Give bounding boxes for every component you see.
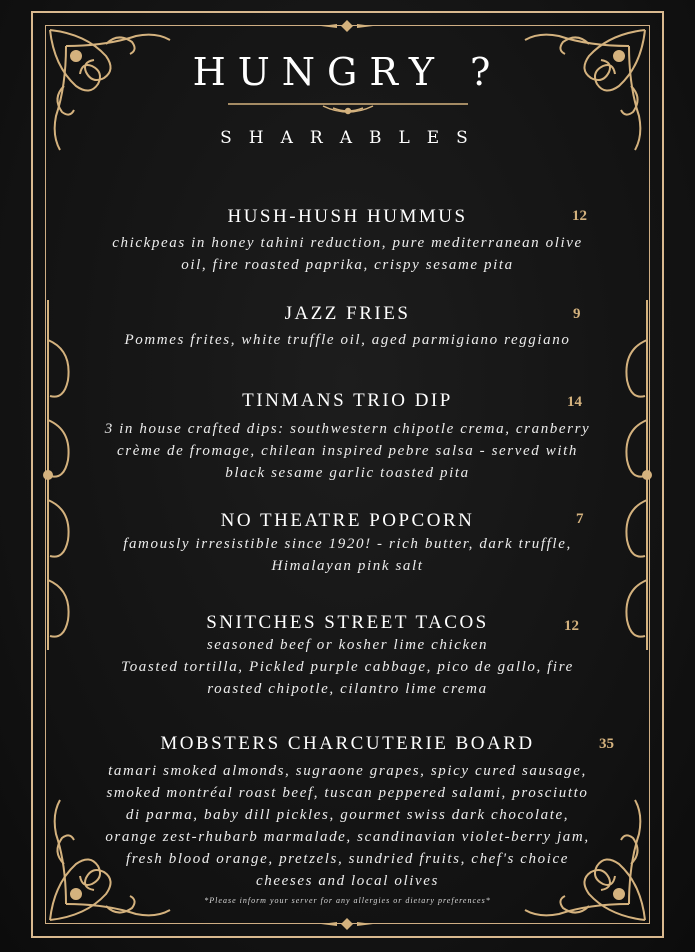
description-line: cheeses and local olives [256,873,439,889]
menu-item-charcuterie [95,733,614,893]
menu-item-jazz-fries [95,303,600,353]
description-line: tamari smoked almonds, sugraone grapes, spicy cured sausage, [108,763,587,779]
menu-item-street-tacos [95,612,600,702]
item-description [95,232,600,276]
description-line: black sesame garlic toasted pita [225,465,470,481]
item-name: MOBSTERS CHARCUTERIE BOARD [160,733,535,754]
item-price: 9 [573,306,581,322]
menu-item-trio-dip [95,390,600,485]
bottom-center-flourish [317,916,377,932]
description-line: Himalayan pink salt [271,558,424,574]
side-ornament-right [617,300,657,650]
description-line: fresh blood orange, pretzels, sundried fruits, chef's choice [125,851,570,867]
description-line: crème de fromage, chilean inspired pebre salsa - served with [117,443,578,459]
item-description [95,634,600,700]
item-name: HUSH-HUSH HUMMUS [227,206,468,227]
item-name: SNITCHES STREET TACOS [206,612,489,633]
allergy-footnote: *Please inform your server for any allergies or dietary preferences* [204,896,491,905]
item-description [95,329,600,351]
item-name: NO THEATRE POPCORN [220,510,475,531]
item-price: 35 [599,736,614,752]
item-description [95,533,600,577]
description-line: famously irresistible since 1920! - rich butter, dark truffle, [123,536,572,552]
item-name: TINMANS TRIO DIP [242,390,453,411]
description-line: Pommes frites, white truffle oil, aged parmigiano reggiano [124,332,571,348]
item-description [95,418,600,484]
menu-title: HUNGRY ? [192,50,503,94]
menu-item-hummus [95,206,600,276]
description-line: Toasted tortilla, Pickled purple cabbage, pico de gallo, fire [121,659,574,675]
title-divider-ornament [228,100,468,120]
item-price: 12 [572,208,587,224]
item-name: JAZZ FRIES [284,303,411,324]
item-price: 12 [564,618,579,634]
description-line: chickpeas in honey tahini reduction, pure mediterranean olive [112,235,583,251]
menu-item-popcorn [95,510,600,580]
item-price: 14 [567,394,582,410]
top-center-flourish [317,18,377,34]
description-line: oil, fire roasted paprika, crispy sesame pita [181,257,514,273]
description-line: smoked montréal roast beef, tuscan peppered salami, prosciutto [106,785,589,801]
description-line: roasted chipotle, cilantro lime crema [207,681,488,697]
description-line: seasoned beef or kosher lime chicken [206,637,489,653]
side-ornament-left [38,300,78,650]
description-line: orange zest-rhubarb marmalade, scandinavian violet-berry jam, [105,829,590,845]
description-line: di parma, baby dill pickles, gourmet swiss dark chocolate, [125,807,570,823]
item-price: 7 [576,511,584,527]
item-description [95,760,600,892]
menu-subtitle: SHARABLES [220,128,485,148]
description-line: 3 in house crafted dips: southwestern chipotle crema, cranberry [104,421,591,437]
